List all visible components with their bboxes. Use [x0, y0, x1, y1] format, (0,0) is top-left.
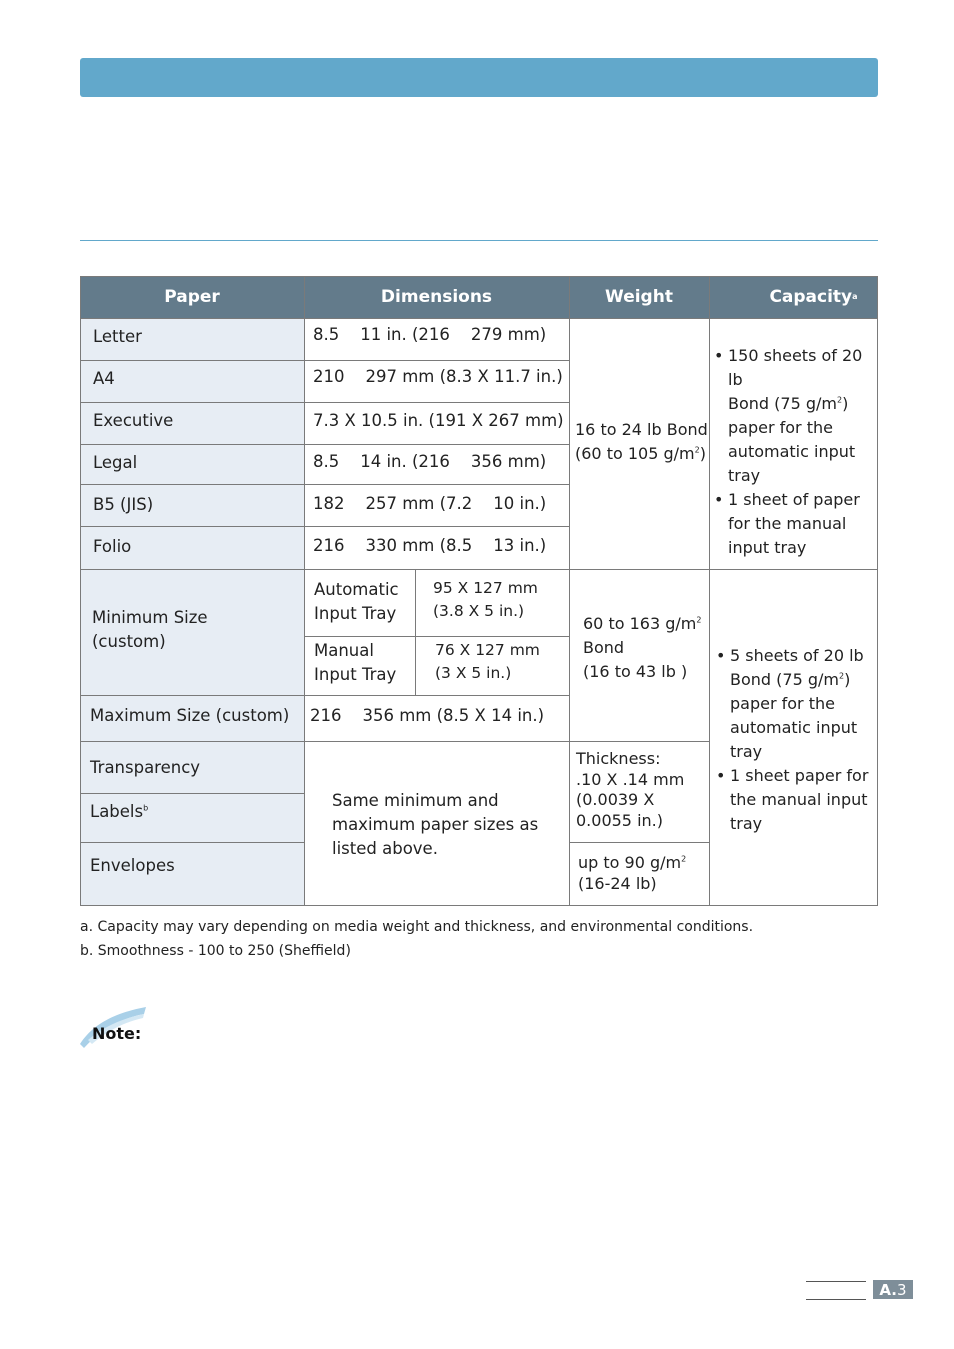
cap-line: [730, 668, 864, 692]
capacity-standard-item-2: [714, 488, 878, 560]
weight-custom-line2: Bond: [583, 638, 625, 657]
weight-standard-sup: 2: [694, 445, 700, 455]
cap-line: automatic input: [730, 718, 858, 737]
row-divider: [80, 741, 709, 742]
cap-sup: 2: [838, 671, 845, 681]
env-weight-sup: 2: [681, 854, 687, 864]
cap-text: Bond (75 g/m: [730, 670, 839, 689]
cap-line: 5 sheets of 20 lb: [730, 646, 864, 665]
page-prefix: A.: [879, 1280, 898, 1299]
dim-a4: 210 297 mm (8.3 X 11.7 in.): [313, 367, 563, 386]
capacity-custom-item-1: [716, 644, 876, 764]
manual-tray-line2: Input Tray: [314, 665, 397, 684]
col-divider-1: [304, 276, 305, 906]
row-divider: [80, 360, 569, 361]
thickness-line4: 0.0055 in.): [576, 810, 663, 830]
footnote-marker-b: b: [143, 803, 149, 813]
top-banner: [80, 58, 878, 97]
cap-line: 150 sheets of 20 lb: [728, 346, 863, 389]
manual-tray-line1: Manual: [314, 641, 374, 660]
paper-legal: Legal: [93, 453, 138, 472]
dim-maximum-size: 216 356 mm (8.5 X 14 in.): [310, 706, 545, 725]
min-size-line1: Minimum Size: [92, 608, 208, 627]
dim-letter: 8.5 11 in. (216 279 mm): [313, 325, 547, 344]
cap-line: tray: [730, 814, 763, 833]
thickness: [576, 749, 684, 831]
dim-b5: 182 257 mm (7.2 10 in.): [313, 494, 547, 513]
capacity-custom: [716, 644, 876, 836]
border-left: [80, 276, 81, 906]
paper-b5: B5 (JIS): [93, 495, 154, 514]
header-weight: Weight: [569, 276, 709, 318]
paper-envelopes: Envelopes: [90, 856, 175, 875]
cap-sup: 2: [836, 395, 843, 405]
env-weight-text: up to 90 g/m: [578, 853, 682, 872]
manual-dim-line2: (3 X 5 in.): [435, 664, 512, 682]
cap-line: for the manual: [728, 514, 847, 533]
thickness-line1: Thickness:: [576, 749, 661, 768]
dim-legal: 8.5 14 in. (216 356 mm): [313, 452, 547, 471]
cap-line: 1 sheet paper for: [730, 766, 869, 785]
cap-line: input tray: [728, 538, 807, 557]
paper-labels: [90, 800, 148, 824]
header-dimensions: Dimensions: [304, 276, 569, 318]
cap-line: 1 sheet of paper: [728, 490, 860, 509]
special-dims-line2: maximum paper sizes as: [332, 815, 539, 834]
footnote-a: a. Capacity may vary depending on media weight and thickness, and environmental conditions.: [80, 919, 754, 935]
cap-line: tray: [728, 466, 761, 485]
paper-folio: Folio: [93, 537, 132, 556]
paper-executive: Executive: [93, 411, 174, 430]
envelope-weight-line2: (16-24 lb): [578, 874, 657, 893]
cap-line: paper for the: [728, 418, 833, 437]
dim-executive: 7.3 X 10.5 in. (191 X 267 mm): [313, 411, 564, 430]
auto-tray-label: [314, 578, 399, 626]
auto-tray-dim: [433, 577, 538, 623]
row-divider: [80, 444, 569, 445]
paper-a4: A4: [93, 369, 115, 388]
cap-text: Bond (75 g/m: [728, 394, 837, 413]
bullet-icon: •: [716, 766, 726, 785]
manual-dim-line1: 76 X 127 mm: [435, 641, 540, 659]
weight-custom-line3: (16 to 43 lb ): [583, 662, 688, 681]
thickness-line2: .10 X .14 mm: [576, 769, 685, 789]
row-divider: [569, 842, 709, 843]
capacity-custom-item-2: [716, 764, 876, 836]
note-label: Note:: [92, 1024, 142, 1043]
cap-line: the manual input: [730, 790, 868, 809]
envelope-weight: [578, 852, 686, 894]
auto-tray-line1: Automatic: [314, 580, 399, 599]
header-capacity-label: Capacity: [769, 287, 853, 307]
col-divider-2: [569, 276, 570, 906]
weight-custom-line1: [583, 612, 701, 636]
capacity-standard: [714, 344, 878, 560]
thickness-line3: (0.0039 X: [576, 790, 655, 809]
row-divider: [80, 842, 304, 843]
page-num: 3: [897, 1280, 907, 1299]
auto-tray-line2: Input Tray: [314, 604, 397, 623]
bullet-icon: •: [714, 346, 724, 365]
cap-text: ): [842, 394, 849, 413]
tray-row-divider: [304, 636, 569, 637]
auto-dim-line2: (3.8 X 5 in.): [433, 602, 525, 620]
page-number: [873, 1280, 913, 1299]
row-divider: [80, 793, 304, 794]
tray-divider: [415, 569, 416, 695]
special-dims-line1: Same minimum and: [332, 791, 499, 810]
section-rule: [80, 240, 878, 241]
border-right: [877, 276, 878, 906]
col-divider-3: [709, 276, 710, 906]
dim-folio: 216 330 mm (8.5 13 in.): [313, 536, 547, 555]
weight-standard-close: ): [699, 444, 706, 463]
weight-standard-line2: [575, 442, 708, 466]
row-divider: [80, 695, 569, 696]
weight-standard-text: (60 to 105 g/m: [575, 444, 695, 463]
page-rule-bottom: [806, 1299, 866, 1300]
min-size-line2: (custom): [92, 632, 166, 651]
border-bottom: [80, 905, 878, 906]
paper-minimum-size: [92, 606, 208, 654]
page-rule-top: [806, 1281, 866, 1282]
capacity-standard-item-1: [714, 344, 878, 488]
cap-line: tray: [730, 742, 763, 761]
cap-line: [728, 392, 878, 416]
border-top: [80, 276, 878, 277]
header-paper: Paper: [80, 276, 304, 318]
envelope-weight-line1: [578, 852, 686, 873]
header-divider: [80, 318, 878, 319]
cap-line: automatic input: [728, 442, 856, 461]
weight-custom: [583, 612, 701, 684]
header-capacity: Capacity a: [709, 276, 878, 318]
weight-standard-line1: 16 to 24 lb Bond: [575, 420, 708, 439]
weight-custom-sup: 2: [696, 615, 702, 625]
row-divider: [80, 526, 569, 527]
cap-text: ): [844, 670, 851, 689]
manual-tray-dim: [435, 639, 540, 685]
paper-letter: Letter: [93, 327, 142, 346]
labels-text: Labels: [90, 802, 144, 821]
auto-dim-line1: 95 X 127 mm: [433, 579, 538, 597]
row-divider: [80, 484, 569, 485]
cap-line: paper for the: [730, 694, 835, 713]
weight-standard: [575, 418, 708, 466]
weight-custom-text: 60 to 163 g/m: [583, 614, 697, 633]
row-divider: [80, 569, 878, 570]
special-dims: [332, 789, 538, 861]
paper-transparency: Transparency: [90, 758, 201, 777]
bullet-icon: •: [714, 490, 724, 509]
special-dims-line3: listed above.: [332, 839, 438, 858]
bullet-icon: •: [716, 646, 726, 665]
row-divider: [80, 402, 569, 403]
manual-tray-label: [314, 639, 396, 687]
footnote-b: b. Smoothness - 100 to 250 (Sheffield): [80, 943, 351, 959]
paper-maximum-size: Maximum Size (custom): [90, 706, 290, 725]
